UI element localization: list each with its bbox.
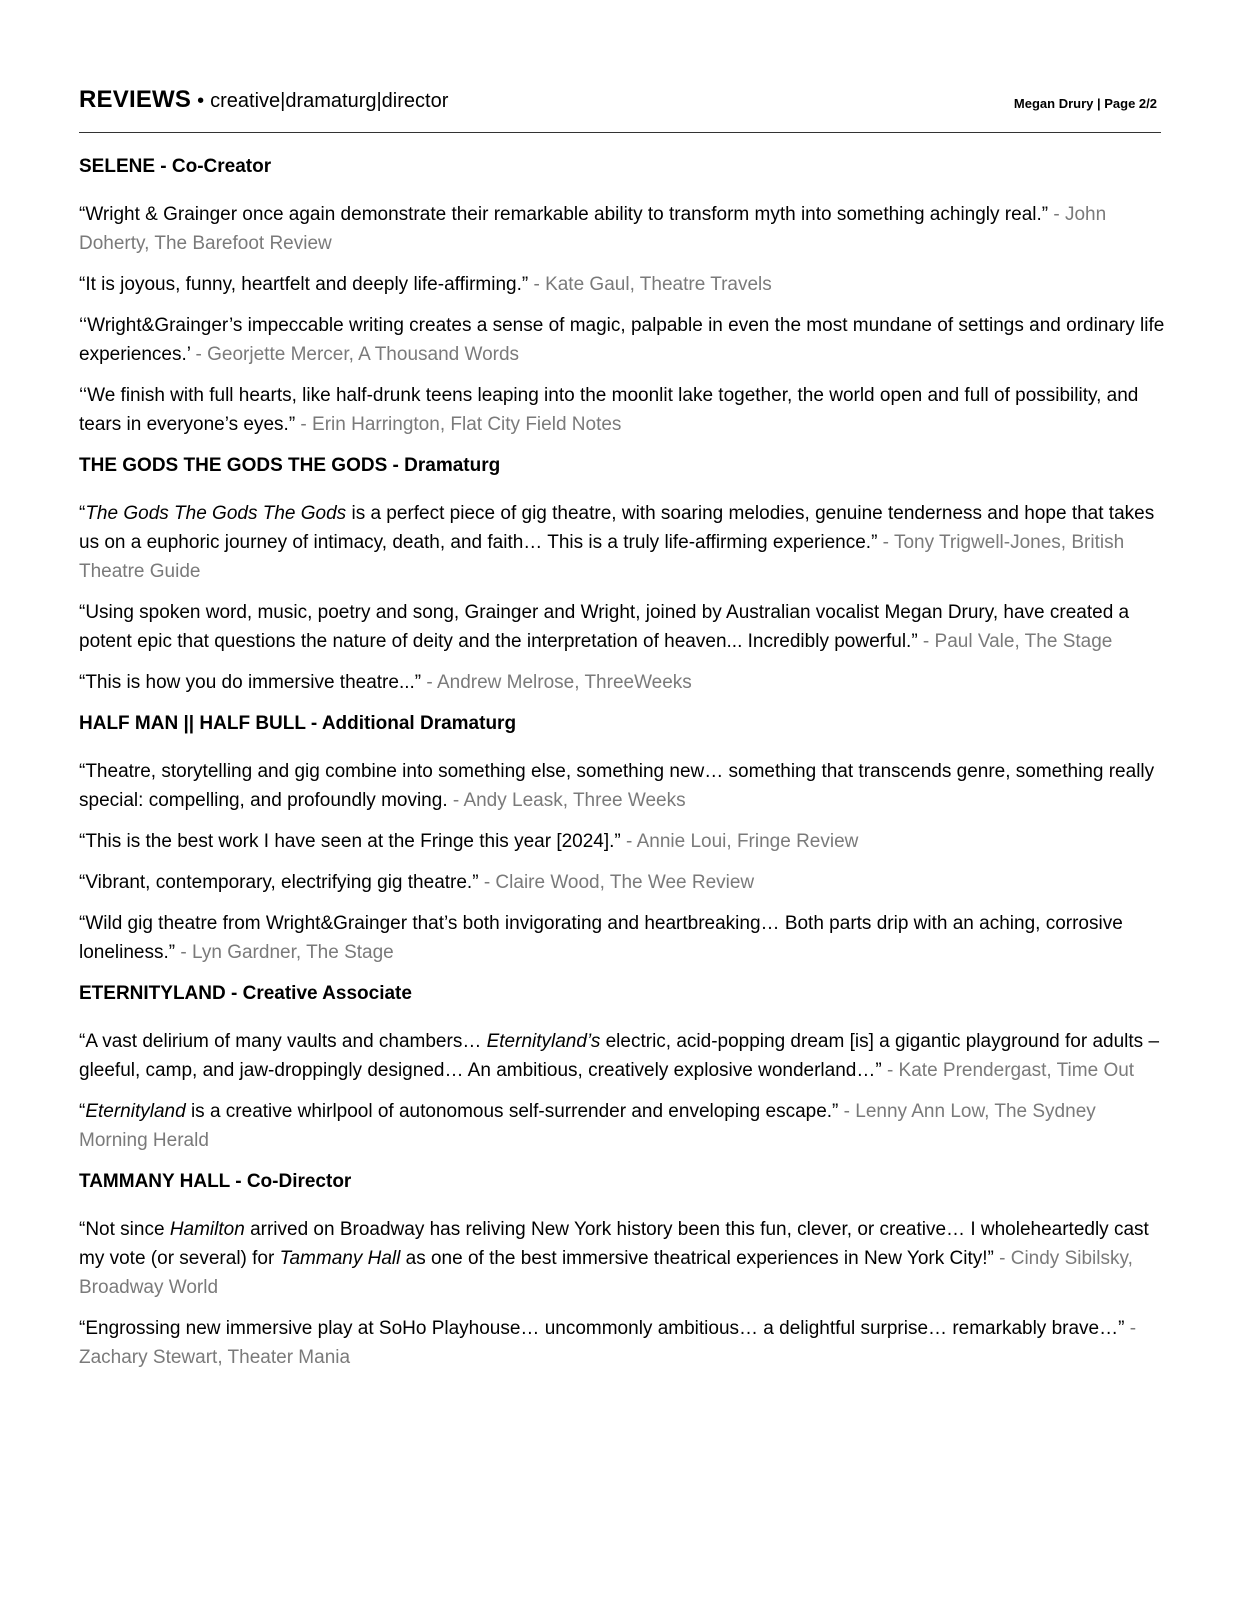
review-quote bbox=[79, 1314, 1167, 1372]
review-quote bbox=[79, 1097, 1167, 1155]
quote-text: as one of the best immersive theatrical experiences in New York City!” bbox=[400, 1248, 994, 1269]
quote-citation: - Cindy Sibilsky, Broadway World bbox=[79, 1248, 1133, 1298]
review-quote bbox=[79, 668, 1167, 697]
page-header bbox=[79, 84, 1161, 133]
quote-citation: - Annie Loui, Fringe Review bbox=[620, 831, 859, 852]
quote-text: “ bbox=[79, 1101, 86, 1122]
quote-text: “Not since bbox=[79, 1219, 170, 1240]
quote-citation: - Georjette Mercer, A Thousand Words bbox=[190, 344, 520, 365]
review-quote bbox=[79, 757, 1167, 815]
review-section bbox=[79, 451, 1167, 697]
review-quote bbox=[79, 499, 1167, 586]
quote-italic-title: Tammany Hall bbox=[279, 1248, 401, 1269]
quote-text: is a creative whirlpool of autonomous self-surrender and enveloping escape.” bbox=[185, 1101, 839, 1122]
quote-text: “Wild gig theatre from Wright&Grainger that’s both invigorating and heartbreaking… Both parts drip with an aching, corrosive loneliness.” bbox=[79, 913, 1123, 963]
section-heading: THE GODS THE GODS THE GODS - Dramaturg bbox=[79, 455, 501, 476]
quote-citation: - Andrew Melrose, ThreeWeeks bbox=[421, 672, 692, 693]
quote-italic-title: Eternityland’s bbox=[486, 1031, 601, 1052]
quote-citation: - Paul Vale, The Stage bbox=[917, 631, 1113, 652]
review-quote bbox=[79, 1215, 1167, 1302]
review-section bbox=[79, 709, 1167, 967]
section-heading: SELENE - Co-Creator bbox=[79, 156, 272, 177]
review-quote bbox=[79, 909, 1167, 967]
roles-subtitle: creative|dramaturg|director bbox=[210, 90, 449, 112]
quote-citation: - Andy Leask, Three Weeks bbox=[447, 790, 686, 811]
review-quote bbox=[79, 1027, 1167, 1085]
quote-text: “ bbox=[79, 503, 86, 524]
quote-citation: - Kate Prendergast, Time Out bbox=[881, 1060, 1135, 1081]
section-heading: ETERNITYLAND - Creative Associate bbox=[79, 983, 412, 1004]
quote-text: “Theatre, storytelling and gig combine into something else, something new… something that transcends genre, something really special: compelling, and profoundly moving. bbox=[79, 761, 1155, 811]
header-title bbox=[79, 86, 448, 114]
quote-text: electric, acid-popping dream [is] a gigantic playground for adults – gleeful, camp, and jaw-droppingly designed… An ambitious, creatively explosive wonderland…” bbox=[79, 1031, 1160, 1081]
quote-italic-title: The Gods The Gods The Gods bbox=[85, 503, 347, 524]
quote-text: “This is the best work I have seen at the Fringe this year [2024].” bbox=[79, 831, 621, 852]
quote-text: “Engrossing new immersive play at SoHo Playhouse… uncommonly ambitious… a delightful surprise… remarkably brave…” bbox=[79, 1318, 1125, 1339]
quote-text: ‘‘We finish with full hearts, like half-drunk teens leaping into the moonlit lake together, the world open and full of possibility, and tears in everyone’s eyes.” bbox=[79, 385, 1139, 435]
review-section bbox=[79, 1167, 1167, 1372]
reviews-content bbox=[79, 152, 1167, 1384]
quote-text: “Wright & Grainger once again demonstrate their remarkable ability to transform myth into something achingly real.” bbox=[79, 204, 1049, 225]
author-page-number: Megan Drury | Page 2/2 bbox=[1013, 96, 1157, 111]
quote-citation: - Erin Harrington, Flat City Field Notes bbox=[295, 414, 622, 435]
quote-citation: - Kate Gaul, Theatre Travels bbox=[528, 274, 772, 295]
quote-text: “Using spoken word, music, poetry and song, Grainger and Wright, joined by Australian vocalist Megan Drury, have created a potent epic that questions the nature of deity and the interpretation of heaven... Incredibly powerful.” bbox=[79, 602, 1130, 652]
review-quote bbox=[79, 827, 1167, 856]
quote-text: “A vast delirium of many vaults and chambers… bbox=[79, 1031, 487, 1052]
quote-text: ‘‘Wright&Grainger’s impeccable writing creates a sense of magic, palpable in even the most mundane of settings and ordinary life experiences.’ bbox=[79, 315, 1165, 365]
section-heading: TAMMANY HALL - Co-Director bbox=[79, 1171, 352, 1192]
quote-text: “It is joyous, funny, heartfelt and deeply life-affirming.” bbox=[79, 274, 529, 295]
review-section bbox=[79, 979, 1167, 1155]
quote-citation: - Claire Wood, The Wee Review bbox=[478, 872, 755, 893]
quote-citation: - Lenny Ann Low, The Sydney Morning Herald bbox=[79, 1101, 1096, 1151]
quote-text: is a perfect piece of gig theatre, with soaring melodies, genuine tenderness and hope that takes us on a euphoric journey of intimacy, death, and faith… This is a truly life-affirming experience.” bbox=[79, 503, 1155, 553]
bullet-separator: • bbox=[197, 90, 205, 112]
quote-text: “This is how you do immersive theatre...” bbox=[79, 672, 422, 693]
quote-citation: - Tony Trigwell-Jones, British Theatre Guide bbox=[79, 532, 1125, 582]
quote-citation: - Zachary Stewart, Theater Mania bbox=[79, 1318, 1137, 1368]
review-quote bbox=[79, 200, 1167, 258]
review-quote bbox=[79, 311, 1167, 369]
quote-citation: - Lyn Gardner, The Stage bbox=[175, 942, 394, 963]
quote-text: arrived on Broadway has reliving New York history been this fun, clever, or creative… I wholeheartedly cast my vote (or several) for bbox=[79, 1219, 1149, 1269]
section-heading: HALF MAN || HALF BULL - Additional Dramaturg bbox=[79, 713, 517, 734]
quote-text: “Vibrant, contemporary, electrifying gig theatre.” bbox=[79, 872, 479, 893]
review-quote bbox=[79, 381, 1167, 439]
review-quote bbox=[79, 868, 1167, 897]
reviews-title: REVIEWS bbox=[79, 86, 192, 113]
review-section bbox=[79, 152, 1167, 439]
review-quote bbox=[79, 598, 1167, 656]
quote-italic-title: Hamilton bbox=[169, 1219, 245, 1240]
quote-citation: - John Doherty, The Barefoot Review bbox=[79, 204, 1107, 254]
quote-italic-title: Eternityland bbox=[85, 1101, 186, 1122]
review-quote bbox=[79, 270, 1167, 299]
